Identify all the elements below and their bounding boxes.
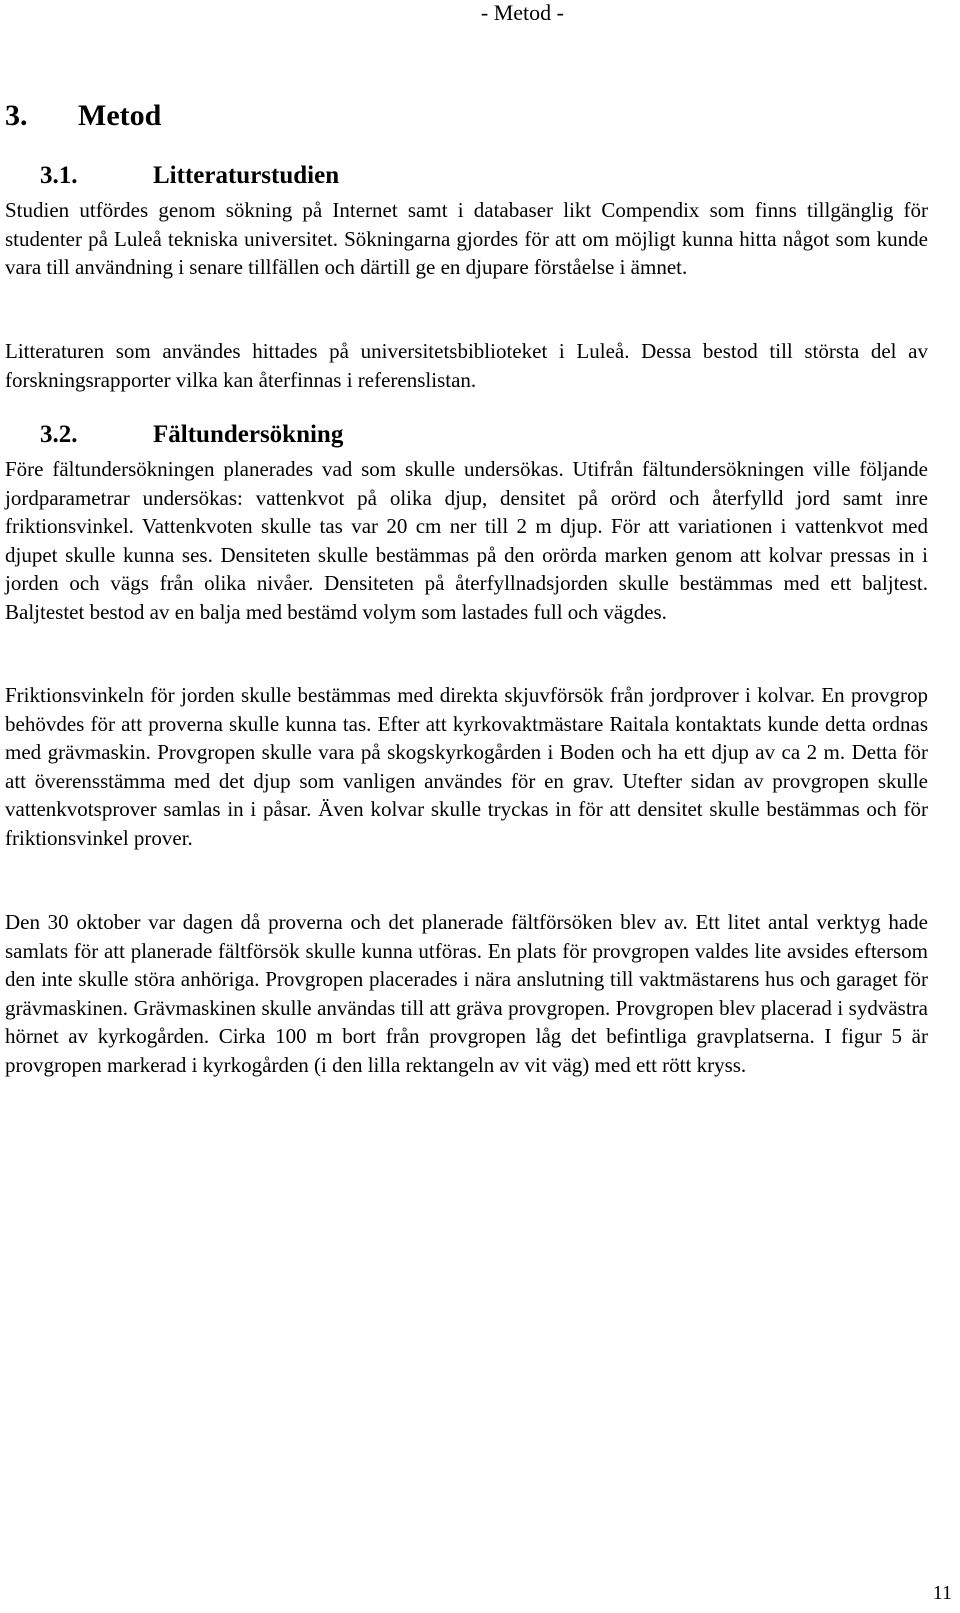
paragraph: Studien utfördes genom sökning på Internet samt i databaser likt Compendix som finns tillgänglig för studenter på Luleå tekniska universitet. Sökningarna gjordes för att om möjligt kunna hitta något som kunde vara till användning i senare tillfällen och därtill ge en djupare förståelse i ämnet. [5, 198, 928, 280]
section-number: 3.1. [40, 162, 78, 189]
paragraph: Den 30 oktober var dagen då proverna och det planerade fältförsöken blev av. Ett litet antal verktyg hade samlats för att planerade fältförsök skulle kunna utföras. En plats för provgropen valdes lite avsides eftersom den inte skulle störa anhöriga. Provgropen placerades i nära anslutning till vaktmästarens hus och garaget för grävmaskinen. Grävmaskinen skulle användas till att gräva provgropen. Provgropen blev placerad i sydvästra hörnet av kyrkogården. Cirka 100 m bort från provgropen låg det befintliga gravplatserna. I figur 5 är provgropen markerad i kyrkogården (i den lilla rektangeln av vit väg) med ett rött kryss. [5, 910, 928, 1077]
section-title: Litteraturstudien [153, 162, 340, 189]
paragraph: Före fältundersökningen planerades vad som skulle undersökas. Utifrån fältundersökningen ville följande jordparametrar undersökas: vattenkvot på olika djup, densitet på orörd och återfylld jord samt inre friktionsvinkel. Vattenkvoten skulle tas var 20 cm ner till 2 m djup. För att variationen i vattenkvot med djupet skulle kunna ses. Densiteten skulle bestämmas på den orörda marken genom att kolvar pressas in i jorden och vägs från olika nivåer. Densiteten på återfyllnadsjorden skulle bestämmas med ett baljtest. Baljtestet bestod av en balja med bestämd volym som lastades full och vägdes. [5, 457, 928, 624]
running-header: - Metod - [480, 0, 564, 25]
section-heading-litteraturstudien [40, 161, 339, 191]
paragraph: Litteraturen som användes hittades på universitetsbiblioteket i Luleå. Dessa bestod till största del av forskningsrapporter vilka kan återfinnas i referenslistan. [5, 339, 928, 392]
chapter-heading [5, 98, 161, 134]
chapter-title: Metod [78, 99, 162, 132]
section-title: Fältundersökning [153, 421, 344, 448]
section-number: 3.2. [40, 421, 78, 448]
chapter-number: 3. [5, 99, 28, 132]
page-number: 11 [932, 1582, 952, 1604]
section-heading-faltundersokning [40, 420, 343, 450]
paragraph: Friktionsvinkeln för jorden skulle bestämmas med direkta skjuvförsök från jordprover i kolvar. En provgrop behövdes för att proverna skulle kunna tas. Efter att kyrkovaktmästare Raitala kontaktats kunde detta ordnas med grävmaskin. Provgropen skulle vara på skogskyrkogården i Boden och ha ett djup av ca 2 m. Detta för att överensstämma med det djup som vanligen användes för en grav. Utefter sidan av provgropen skulle vattenkvotsprover samlas in i påsar. Även kolvar skulle tryckas in för att densitet skulle bestämmas och för friktionsvinkel prover. [5, 683, 928, 850]
